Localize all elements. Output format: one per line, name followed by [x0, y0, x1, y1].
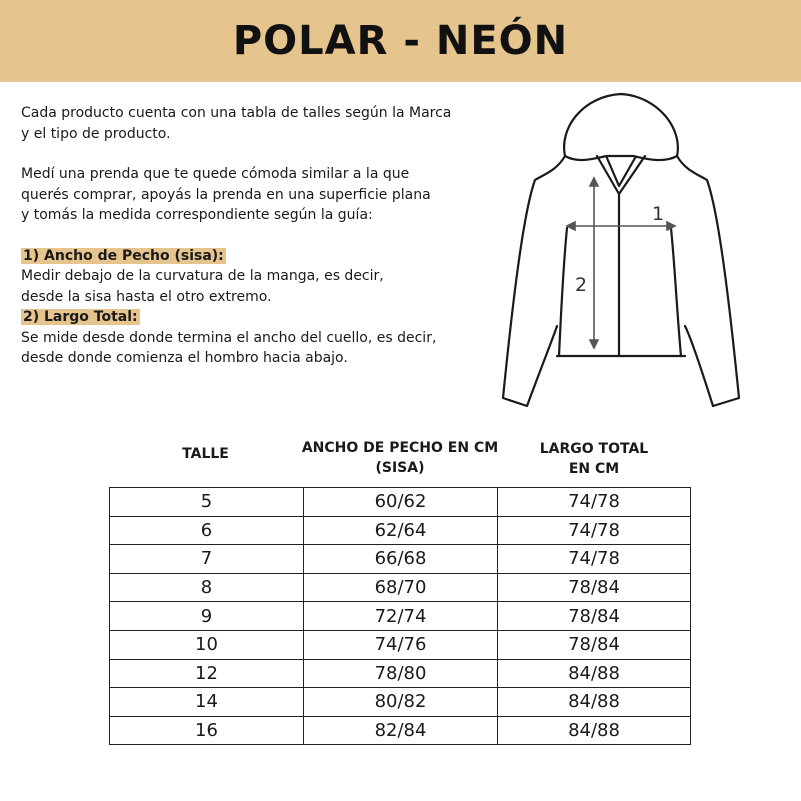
total-length-cell: 84/88: [498, 688, 691, 717]
size-table: [109, 487, 691, 745]
intro-text: [21, 103, 491, 369]
total-length-cell: 74/78: [498, 488, 691, 517]
size-cell: 10: [110, 630, 304, 659]
table-row: [110, 716, 691, 745]
table-row: [110, 516, 691, 545]
section-text: desde donde comienza el hombro hacia abajo.: [21, 350, 348, 366]
total-length-cell: 84/88: [498, 716, 691, 745]
size-cell: 12: [110, 659, 304, 688]
hoodie-outline-icon: [495, 88, 745, 413]
chest-width-cell: 82/84: [304, 716, 498, 745]
table-row: [110, 602, 691, 631]
total-length-cell: 78/84: [498, 602, 691, 631]
size-cell: 16: [110, 716, 304, 745]
table-row: [110, 688, 691, 717]
header-talle: TALLE: [182, 446, 229, 462]
total-length-cell: 74/78: [498, 516, 691, 545]
instruction-line: y tomás la medida correspondiente según la guía:: [21, 207, 373, 223]
section-text: desde la sisa hasta el otro extremo.: [21, 288, 272, 305]
size-cell: 9: [110, 602, 304, 631]
table-row: [110, 488, 691, 517]
measurement-diagram: [495, 88, 745, 413]
size-cell: 6: [110, 516, 304, 545]
total-length-cell: 78/84: [498, 573, 691, 602]
instruction-line: querés comprar, apoyás la prenda en una superficie plana: [21, 186, 431, 203]
total-length-cell: 78/84: [498, 630, 691, 659]
section-heading-total-length: 2) Largo Total:: [23, 309, 138, 325]
size-cell: 5: [110, 488, 304, 517]
total-length-cell: 84/88: [498, 659, 691, 688]
chest-width-cell: 74/76: [304, 630, 498, 659]
size-cell: 14: [110, 688, 304, 717]
width-measure-label: 1: [652, 203, 665, 225]
chest-width-cell: 60/62: [304, 488, 498, 517]
chest-width-cell: 80/82: [304, 688, 498, 717]
table-row: [110, 545, 691, 574]
chest-width-cell: 72/74: [304, 602, 498, 631]
instruction-line: Medí una prenda que te quede cómoda similar a la que: [21, 166, 410, 182]
size-cell: 7: [110, 545, 304, 574]
section-text: Se mide desde donde termina el ancho del cuello, es decir,: [21, 329, 437, 346]
page-title: POLAR - NEÓN: [232, 18, 569, 64]
header-ancho-line1: ANCHO DE PECHO EN CM: [301, 440, 499, 456]
table-row: [110, 659, 691, 688]
section-text: Medir debajo de la curvatura de la manga, es decir,: [21, 268, 384, 284]
chest-width-cell: 62/64: [304, 516, 498, 545]
length-measure-label: 2: [575, 274, 588, 296]
header-ancho-line2: (SISA): [375, 460, 425, 476]
header-largo: [497, 439, 691, 479]
title-banner: [0, 0, 801, 82]
chest-width-cell: 66/68: [304, 545, 498, 574]
chest-width-cell: 78/80: [304, 659, 498, 688]
header-largo-line2: EN CM: [568, 461, 620, 477]
chest-width-cell: 68/70: [304, 573, 498, 602]
table-row: [110, 630, 691, 659]
intro-line: Cada producto cuenta con una tabla de talles según la Marca: [21, 105, 452, 121]
size-cell: 8: [110, 573, 304, 602]
header-ancho: [290, 438, 510, 478]
section-heading-chest-width: 1) Ancho de Pecho (sisa):: [23, 247, 224, 264]
total-length-cell: 74/78: [498, 545, 691, 574]
header-largo-line1: LARGO TOTAL: [539, 441, 649, 457]
table-row: [110, 573, 691, 602]
intro-line: y el tipo de producto.: [21, 125, 171, 142]
